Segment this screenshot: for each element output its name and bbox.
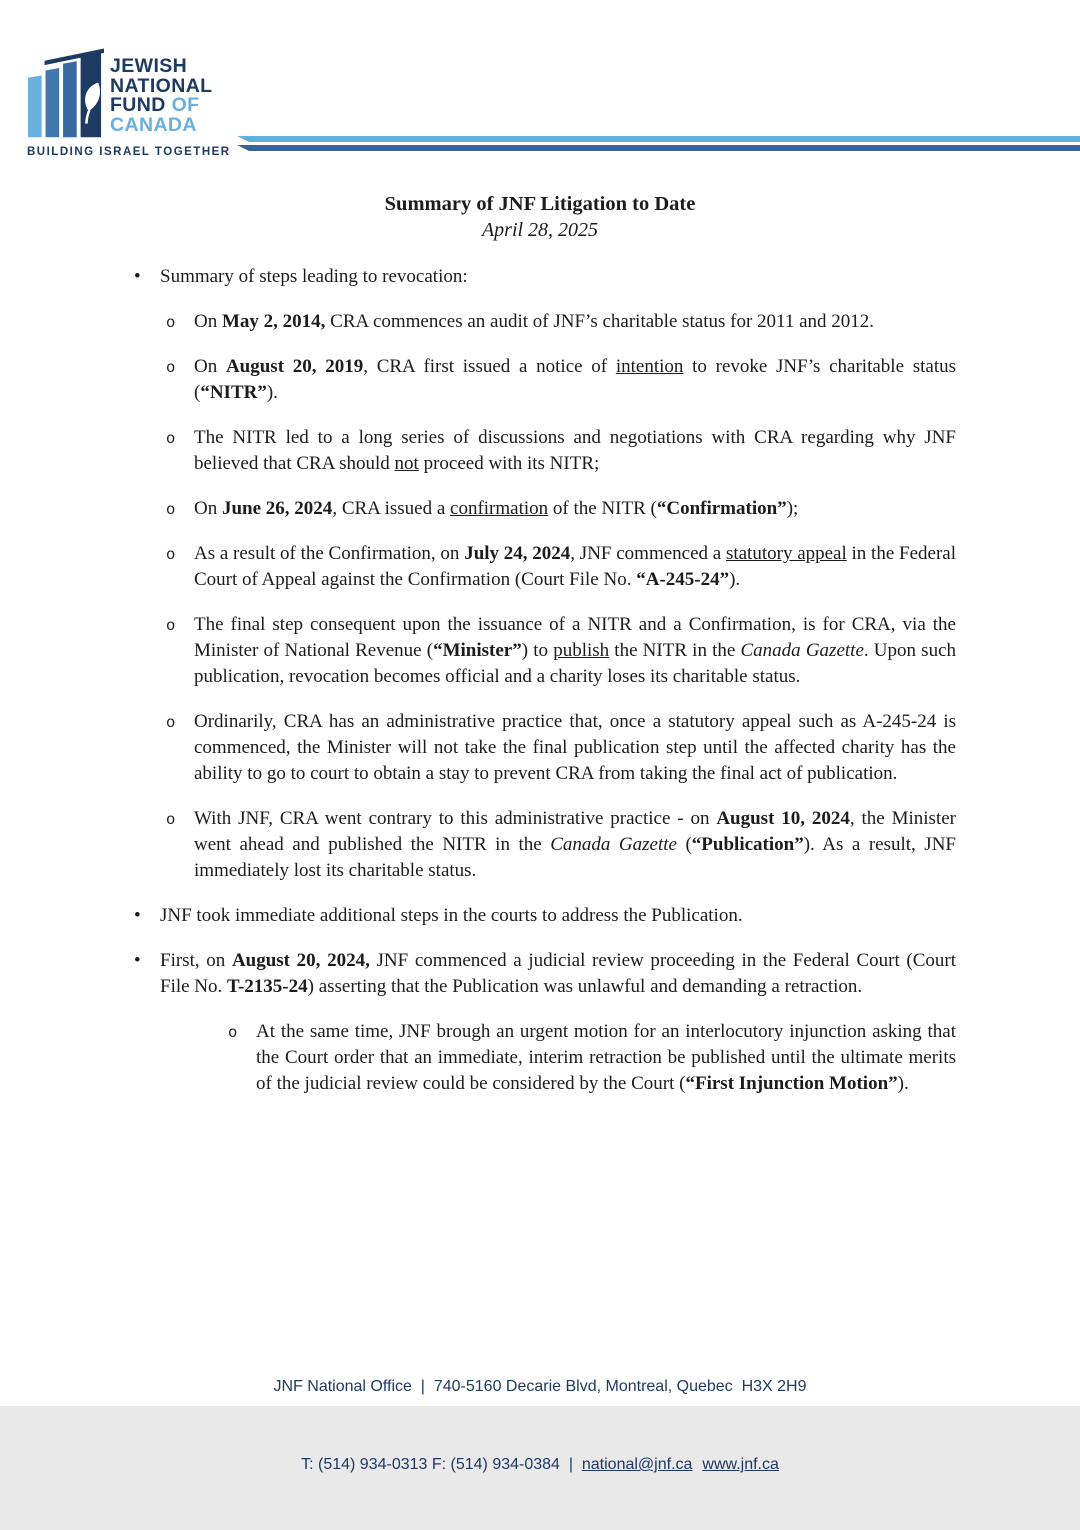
- text-run: At the same time, JNF brough an urgent motion for an interlocutory injunction asking that the Court order that an immediate, interim retraction be published until the ultimate merits of the judicial review could be considered by the Court (: [256, 1021, 956, 1094]
- text-run: July 24, 2024: [464, 543, 571, 564]
- text-run: of the NITR (: [548, 498, 657, 519]
- jnf-logo-mark-icon: [28, 39, 104, 138]
- text-run: With JNF, CRA went contrary to this administrative practice - on: [194, 808, 717, 829]
- text-run: , JNF commenced a: [570, 543, 726, 564]
- text-run: T-2135-24: [227, 976, 308, 997]
- text-run: in the Federal Court of Appeal against the Confirmation (Court File No.: [194, 543, 956, 590]
- text-run: On: [194, 498, 222, 519]
- text-run: to revoke JNF’s charitable status (: [194, 356, 957, 403]
- bullet-icon: •: [134, 950, 141, 971]
- circle-bullet-icon: o: [166, 359, 176, 377]
- logo-word-of: OF: [171, 94, 200, 116]
- circle-bullet-icon: o: [166, 501, 176, 519]
- text-run: );: [786, 498, 799, 519]
- text-run: The NITR led to a long series of discussions and negotiations with CRA regarding why JNF believed that CRA should: [194, 427, 956, 474]
- text-run: August 20, 2019: [225, 356, 364, 377]
- logo-bar-1: [28, 75, 42, 137]
- text-run: proceed with its NITR;: [418, 453, 600, 474]
- logo-word-fund-of: [110, 96, 213, 116]
- text-run: , the Minister went ahead and published the NITR in the: [194, 808, 956, 855]
- text-run: , CRA first issued a notice of: [363, 356, 616, 377]
- text-run: . Upon such publication, revocation becomes official and a charity loses its charitable status.: [194, 640, 956, 687]
- text-run: As a result of the Confirmation, on: [194, 543, 465, 564]
- footer-address-line: JNF National Office | 740-5160 Decarie Blvd, Montreal, Quebec H3X 2H9: [273, 1378, 807, 1395]
- text-run: “Confirmation”: [656, 498, 787, 519]
- text-run: Summary of steps leading to revocation:: [160, 266, 468, 287]
- text-run: ).: [729, 569, 741, 590]
- page-title: Summary of JNF Litigation to Date: [384, 193, 696, 215]
- document-date: April 28, 2025: [481, 219, 599, 241]
- text-run: the NITR in the: [609, 640, 741, 661]
- text-run: statutory appeal: [725, 543, 847, 564]
- list-item: [130, 264, 956, 290]
- logo-tagline: BUILDING ISRAEL TOGETHER: [27, 146, 231, 158]
- circle-bullet-icon: o: [166, 714, 176, 732]
- text-run: publish: [553, 640, 610, 661]
- bullet-icon: •: [134, 266, 141, 287]
- logo-bar-2: [46, 68, 60, 137]
- circle-bullet-icon: o: [166, 314, 176, 332]
- text-run: On: [194, 311, 222, 332]
- text-run: JNF took immediate additional steps in the courts to address the Publication.: [160, 905, 743, 926]
- footer-website-link[interactable]: www.jnf.ca: [702, 1456, 779, 1473]
- circle-bullet-icon: o: [166, 811, 176, 829]
- logo-bar-3: [63, 61, 77, 137]
- circle-bullet-icon: o: [228, 1024, 238, 1042]
- text-run: ).: [266, 382, 278, 403]
- text-run: The final step consequent upon the issuance of a NITR and a Confirmation, is for CRA, via the Minister of National Revenue (: [194, 614, 956, 661]
- text-run: CRA commences an audit of JNF’s charitable status for 2011 and 2012.: [325, 311, 875, 332]
- text-run: ) asserting that the Publication was unlawful and demanding a retraction.: [307, 976, 863, 997]
- header-rule-light: [237, 136, 1080, 142]
- list-item: [130, 806, 956, 884]
- text-run: intention: [615, 356, 684, 377]
- footer-email-link[interactable]: national@jnf.ca: [581, 1456, 693, 1473]
- text-run: August 10, 2024: [716, 808, 850, 829]
- list-item: [130, 354, 956, 406]
- footer: [0, 1322, 1080, 1530]
- logo-wordmark: [110, 57, 213, 135]
- list-item: [130, 496, 956, 522]
- text-run: May 2, 2014,: [221, 311, 326, 332]
- text-run: “Minister”: [433, 640, 522, 661]
- text-run: not: [394, 453, 419, 474]
- text-run: June 26, 2024: [221, 498, 333, 519]
- text-run: “NITR”: [200, 382, 267, 403]
- text-run: “A-245-24”: [636, 569, 730, 590]
- footer-phone-fax: T: (514) 934-0313 F: (514) 934-0384 |: [301, 1456, 582, 1473]
- header-rule-dark: [237, 145, 1080, 151]
- text-run: Canada Gazette: [740, 640, 864, 661]
- list-item: [130, 541, 956, 593]
- text-run: August 20, 2024,: [231, 950, 370, 971]
- circle-bullet-icon: o: [166, 617, 176, 635]
- list-item: [130, 948, 956, 1000]
- list-item: [130, 709, 956, 787]
- text-run: “Publication”: [691, 834, 804, 855]
- text-run: First, on: [160, 950, 232, 971]
- logo-word-jewish: JEWISH: [110, 55, 188, 77]
- circle-bullet-icon: o: [166, 430, 176, 448]
- text-run: JNF commenced a judicial review proceeding in the Federal Court (Court File No.: [160, 950, 956, 997]
- text-run: Ordinarily, CRA has an administrative practice that, once a statutory appeal such as A-245-24 is commenced, the Minister will not take the final publication step until the affected charity has the ability to go to court to obtain a stay to prevent CRA from taking the final act of publication.: [194, 711, 956, 784]
- text-run: “First Injunction Motion”: [685, 1073, 898, 1094]
- circle-bullet-icon: o: [166, 546, 176, 564]
- document-body: [130, 264, 956, 1116]
- logo-word-national: NATIONAL: [110, 74, 213, 97]
- list-item: [130, 612, 956, 690]
- text-run: ) to: [521, 640, 554, 661]
- text-run: ). As a result, JNF immediately lost its charitable status.: [194, 834, 956, 881]
- text-run: , CRA issued a: [332, 498, 451, 519]
- text-run: confirmation: [450, 498, 549, 519]
- list-item: [130, 309, 956, 335]
- logo-word-canada: CANADA: [110, 113, 197, 136]
- bullet-icon: •: [134, 905, 141, 926]
- text-run: ).: [897, 1073, 909, 1094]
- text-run: Canada Gazette: [550, 834, 677, 855]
- list-item: [130, 1019, 956, 1097]
- list-item: [130, 425, 956, 477]
- title-block: [0, 191, 1080, 243]
- list-item: [130, 903, 956, 929]
- text-run: (: [676, 834, 692, 855]
- footer-contact-line: [0, 1452, 1080, 1478]
- logo-word-fund: FUND: [110, 94, 172, 116]
- text-run: On: [194, 356, 226, 377]
